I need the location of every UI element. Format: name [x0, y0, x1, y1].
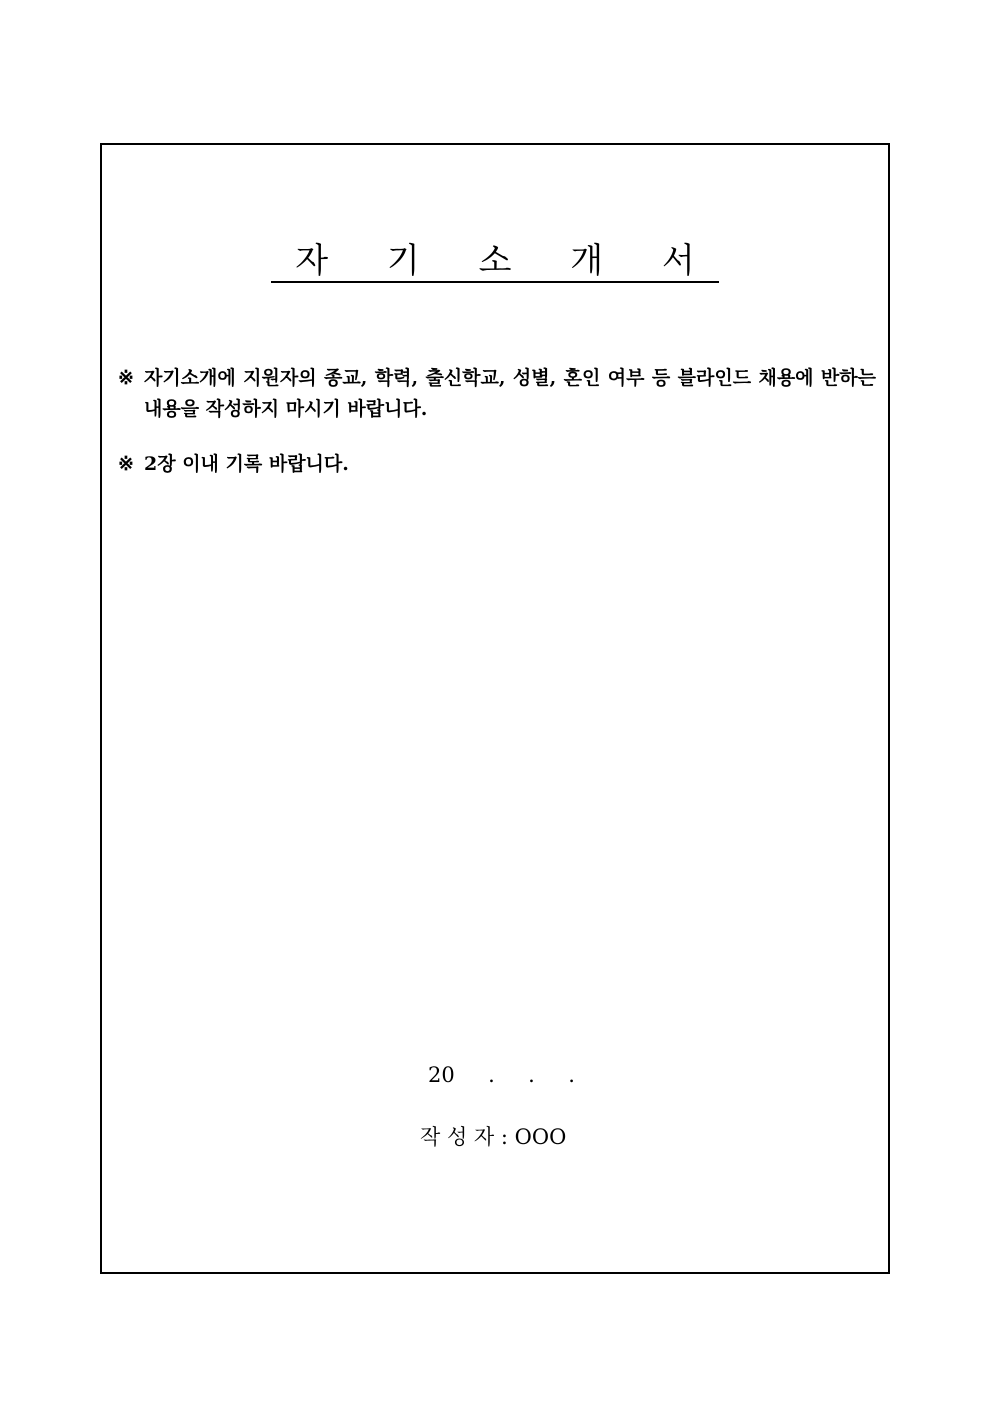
instruction-note	[118, 363, 876, 425]
document-title-wrapper	[102, 241, 888, 283]
instruction-text: 자기소개에 지원자의 종교, 학력, 출신학교, 성별, 혼인 여부 등 블라인드 채용에 반하는 내용을 작성하지 마시기 바랍니다.	[144, 367, 876, 420]
reference-mark-icon: ※	[118, 453, 134, 475]
reference-mark-icon: ※	[118, 367, 134, 389]
instructions	[118, 363, 876, 504]
date-line: 20 . . .	[428, 1063, 575, 1087]
instruction-note	[118, 449, 876, 480]
author-line: 작 성 자 : OOO	[420, 1125, 567, 1149]
form-frame	[100, 143, 890, 1274]
document-title: 자 기 소 개 서	[271, 241, 718, 283]
instruction-text: 2장 이내 기록 바랍니다.	[144, 453, 349, 475]
